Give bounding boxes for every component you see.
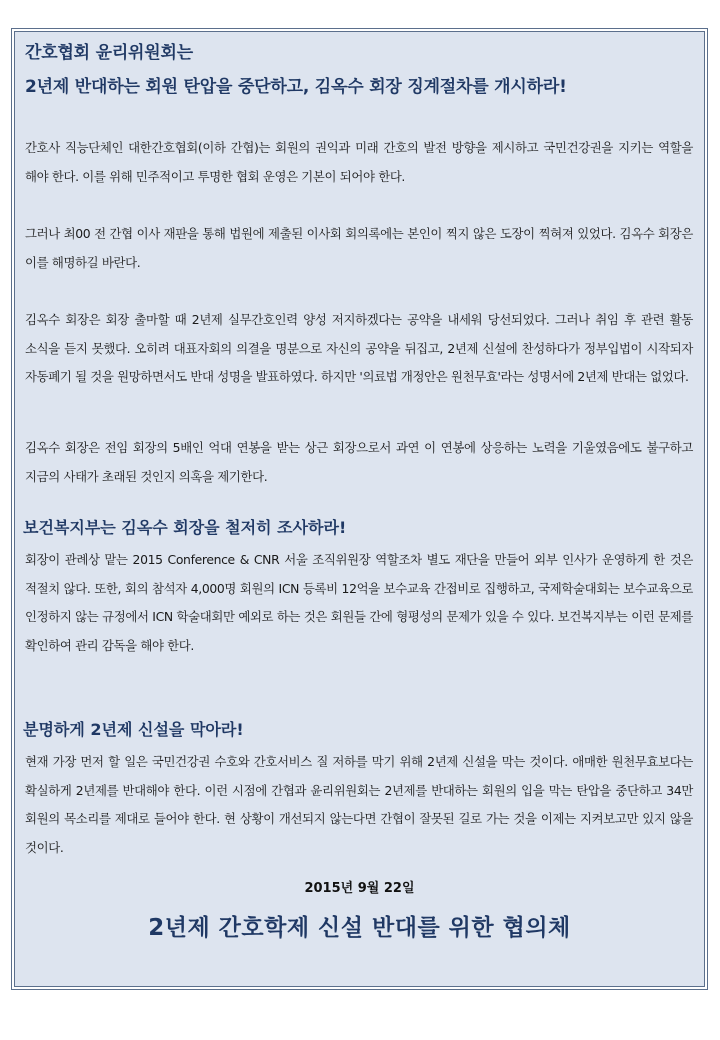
title-line-2: 2년제 반대하는 회원 탄압을 중단하고, 김옥수 회장 징계절차를 개시하라! bbox=[25, 77, 567, 97]
paragraph-association-role: 간호사 직능단체인 대한간호협회(이하 간협)는 회원의 권익과 미래 간호의 발전 방향을 제시하고 국민건강권을 지키는 역할을 해야 한다. 이를 위해 민주적이고 투명한 협회 운영은 기본이 되어야 한다. bbox=[25, 140, 693, 184]
statement-content bbox=[15, 32, 704, 986]
section-body-block: 현재 가장 먼저 할 일은 국민건강권 수호와 간호서비스 질 저하를 막기 위해 2년제 신설을 막는 것이다. 애매한 원천무효보다는 확실하게 2년제를 반대해야 한다. 이런 시점에 간협과 윤리위원회는 2년제를 반대하는 회원의 입을 막는 탄압을 중단하고 34만 회원의 목소리를 제대로 들어야 한다. 현 상황이 개선되지 않는다면 간협이 잘못된 길로 가는 것을 이제는 지켜보고만 있지 않을 것이다. bbox=[25, 754, 693, 855]
title-line-1: 간호협회 윤리위원회는 bbox=[25, 43, 193, 63]
signature-organization: 2년제 간호학제 신설 반대를 위한 협의체 bbox=[148, 915, 571, 941]
paragraph-campaign-pledge: 김옥수 회장은 회장 출마할 때 2년제 실무간호인력 양성 저지하겠다는 공약을 내세워 당선되었다. 그러나 취임 후 관련 활동 소식을 듣지 못했다. 오히려 대표자회의 의결을 명분으로 자신의 공약을 뒤집고, 2년제 신설에 찬성하다가 정부입법이 시작되자 자동폐기 될 것을 원망하면서도 반대 성명을 발표하였다. 하지만 '의료법 개정안은 원천무효'라는 성명서에 2년제 반대는 없었다. bbox=[25, 312, 693, 384]
section-body-investigate: 회장이 관례상 맡는 2015 Conference & CNR 서울 조직위원장 역할조차 별도 재단을 만들어 외부 인사가 운영하게 한 것은 적절치 않다. 또한, 회의 참석자 4,000명 회원의 ICN 등록비 12억을 보수교육 간접비로 집행하고, 국제학술대회는 보수교육으로 인정하지 않는 규정에서 ICN 학술대회만 예외로 하는 것은 회원들 간에 형평성의 문제가 있을 수 있다. 보건복지부는 이런 문제를 확인하여 관리 감독을 해야 한다. bbox=[25, 552, 693, 653]
paragraph-salary: 김옥수 회장은 전임 회장의 5배인 억대 연봉을 받는 상근 회장으로서 과연 이 연봉에 상응하는 노력을 기울였음에도 불구하고 지금의 사태가 초래된 것인지 의혹을 제기한다. bbox=[25, 440, 693, 484]
section-heading-block: 분명하게 2년제 신설을 막아라! bbox=[23, 720, 244, 739]
paragraph-forged-seal: 그러나 최00 전 간협 이사 재판을 통해 법원에 제출된 이사회 회의록에는 본인이 찍지 않은 도장이 찍혀져 있었다. 김옥수 회장은 이를 해명하길 바란다. bbox=[25, 226, 693, 270]
section-heading-investigate: 보건복지부는 김옥수 회장을 철저히 조사하라! bbox=[23, 518, 347, 537]
statement-box bbox=[14, 31, 705, 987]
statement-date: 2015년 9월 22일 bbox=[304, 881, 415, 896]
